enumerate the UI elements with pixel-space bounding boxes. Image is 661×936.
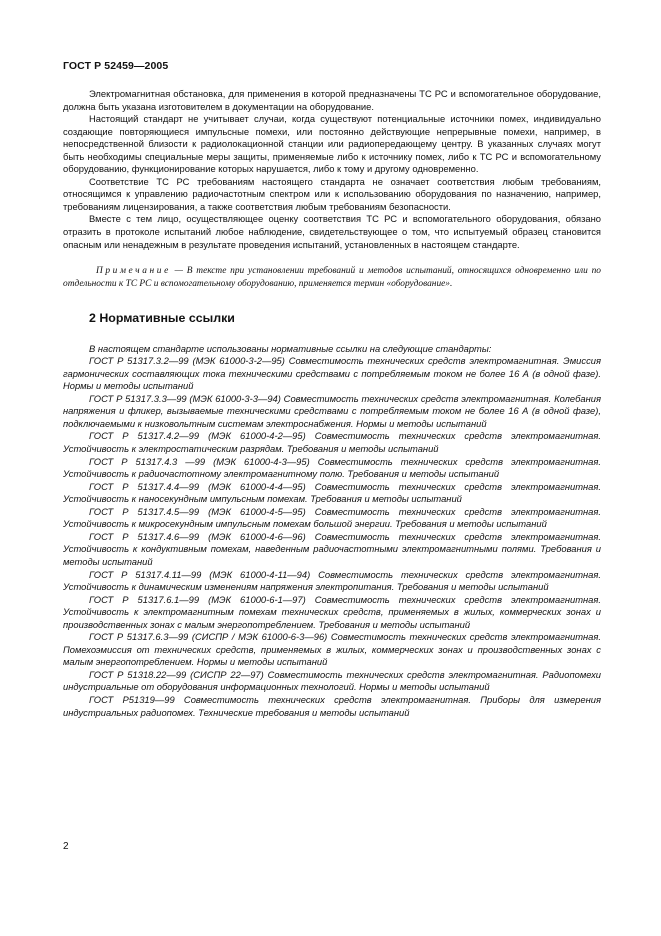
reference-item: ГОСТ Р 51317.4.6—99 (МЭК 61000-4-6—96) Совместимость технических средств электромагнитная. Устойчивость к кондуктивным помехам, наведенным радиочастотными электромагнитными полями. Требования и методы испытаний [63,530,601,567]
normative-references [63,343,601,719]
document-code-header: ГОСТ Р 52459—2005 [63,60,169,72]
reference-item: ГОСТ Р 51317.6.1—99 (МЭК 61000-6-1—97) Совместимость технических средств электромагнитная. Устойчивость к электромагнитным помехам технических средств, применяемых в жилых, коммерческих зонах и производственных зонах с малым энергопотреблением. Требования и методы испытаний [63,593,601,630]
intro-paragraph-4: Вместе с тем лицо, осуществляющее оценку соответствия ТС РС и вспомогательного оборудования, обязано отразить в протоколе испытаний любое наблюдение, свидетельствующее о том, что испытуемый образец становится опасным или ненадежным в результате проведения испытаний, установленных в настоящем стандарте. [63,213,601,250]
page-number: 2 [63,841,69,852]
section-2-title: 2 Нормативные ссылки [89,311,235,326]
reference-item: ГОСТ Р 51317.3.2—99 (МЭК 61000-3-2—95) Совместимость технических средств электромагнитная. Эмиссия гармонических составляющих тока техническими средствами с потребляемым током не более 16 А (в одной фазе). Нормы и методы испытаний [63,355,601,392]
reference-item: ГОСТ Р 51317.6.3—99 (СИСПР / МЭК 61000-6-3—96) Совместимость технических средств электромагнитная. Помехоэмиссия от технических средств, применяемых в жилых, коммерческих зонах и производственных зонах с малым энергопотреблением. Нормы и методы испытаний [63,631,601,668]
reference-item: ГОСТ Р 51317.3.3—99 (МЭК 61000-3-3—94) Совместимость технических средств электромагнитная. Колебания напряжения и фликер, вызываемые техническими средствами с потребляемым током не более 16 А (в одной фазе), подключаемыми к низковольтным системам электроснабжения. Нормы и методы испытаний [63,392,601,429]
reference-item: ГОСТ Р 51317.4.5—99 (МЭК 61000-4-5—95) Совместимость технических средств электромагнитная. Устойчивость к микросекундным импульсным помехам большой энергии. Требования и методы испытаний [63,505,601,530]
intro-paragraph-3: Соответствие ТС РС требованиям настоящего стандарта не означает соответствия любым требованиям, относящимся к управлению радиочастотным спектром или к использованию оборудования по назначению, например, требованиям лицензирования, а также соответствия любым требованиям безопасности. [63,175,601,212]
note-label: Примечание [96,266,171,277]
reference-item: ГОСТ Р 51317.4.4—99 (МЭК 61000-4-4—95) Совместимость технических средств электромагнитная. Устойчивость к наносекундным импульсным помехам. Требования и методы испытаний [63,480,601,505]
reference-item: ГОСТ Р 51317.4.2—99 (МЭК 61000-4-2—95) Совместимость технических средств электромагнитная. Устойчивость к электростатическим разрядам. Требования и методы испытаний [63,430,601,455]
intro-paragraph-1: Электромагнитная обстановка, для применения в которой предназначены ТС РС и вспомогательное оборудование, должна быть указана изготовителем в документации на оборудование. [63,88,601,112]
page-content [63,88,601,719]
reference-item: ГОСТ Р 51317.4.3 —99 (МЭК 61000-4-3—95) Совместимость технических средств электромагнитная. Устойчивость к радиочастотному электромагнитному полю. Требования и методы испытаний [63,455,601,480]
note-text: — В тексте при установлении требований и методов испытаний, относящихся одновременно или по отдельности к ТС РС и вспомогательному оборудованию, применяется термин «оборудование». [63,266,601,289]
reference-item: ГОСТ Р 51318.22—99 (СИСПР 22—97) Совместимость технических средств электромагнитная. Радиопомехи индустриальные от оборудования информационных технологий. Нормы и методы испытаний [63,668,601,693]
reference-item: ГОСТ Р 51317.4.11—99 (МЭК 61000-4-11—94) Совместимость технических средств электромагнитная. Устойчивость к динамическим изменениям напряжения электропитания. Требования и методы испытаний [63,568,601,593]
references-intro: В настоящем стандарте использованы нормативные ссылки на следующие стандарты: [89,342,492,354]
intro-paragraph-2: Настоящий стандарт не учитывает случаи, когда существуют потенциальные источники помех, индивидуально создающие повторяющиеся импульсные помехи, или постоянно действующие непрерывные помехи, например, в непосредственной близости к радиолокационной станции или радиопередающему центру. В указанных случаях могут быть необходимы специальные меры защиты, применяемые либо к источнику помех, либо к ТС РС и вспомогательному оборудованию, функционирование которых нарушается, либо к тому и другому одновременно. [63,113,601,175]
reference-item: ГОСТ Р51319—99 Совместимость технических средств электромагнитная. Приборы для измерения индустриальных радиопомех. Технические требования и методы испытаний [63,693,601,718]
note [63,265,601,290]
